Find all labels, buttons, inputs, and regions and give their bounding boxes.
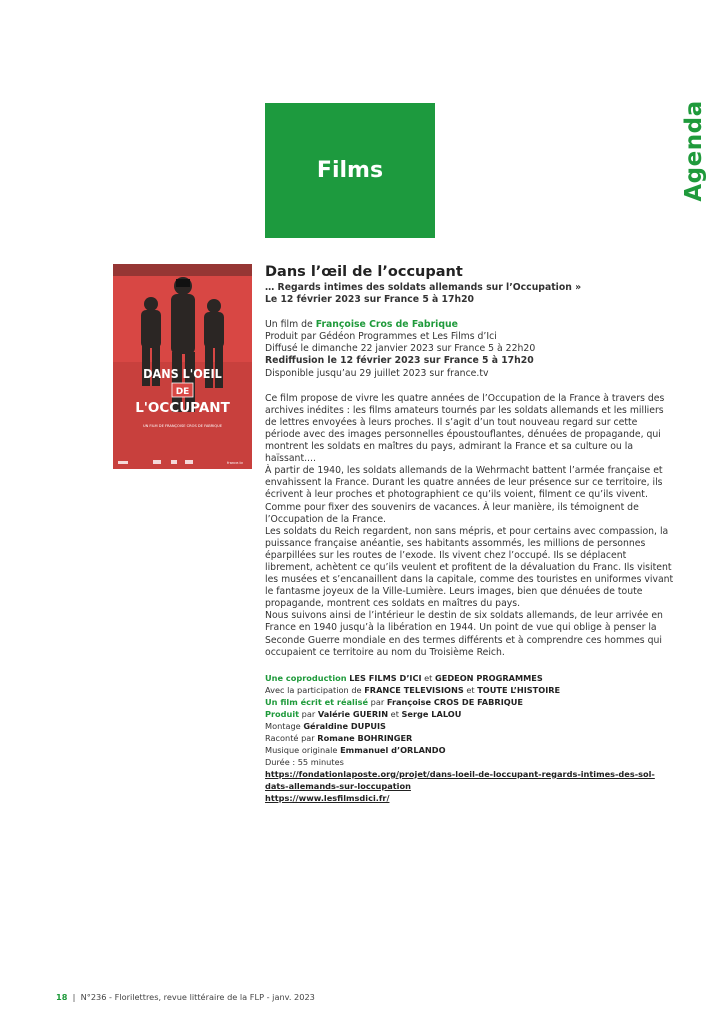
page-footer — [56, 992, 315, 1002]
article-title: Dans l’œil de l’occupant — [265, 264, 463, 280]
poster-title-line1: DANS L'OEIL — [143, 366, 222, 381]
info-director: Un film de Françoise Cros de Fabrique — [265, 319, 458, 331]
poster-shading — [113, 264, 252, 276]
credit-narration: Raconté par Romane BOHRINGER — [265, 732, 413, 743]
article-subtitle: … Regards intimes des soldats allemands sur l’Occupation » — [265, 282, 582, 293]
agenda-label-text: Agenda — [681, 100, 707, 202]
info-produced: Produit par Gédéon Programmes et Les Films d’Ici — [265, 331, 497, 343]
poster-logos: france.tv — [226, 461, 244, 465]
body-paragraph-1: Ce film propose de vivre les quatre années de l’Occupation de la France à travers des archives inédites : les films amateurs tournés par les soldats allemands et les milliers de lettres envoyées à leurs proches. Il s’agit d’un tout nouveau regard sur cette période avec des images personnelles époustouflantes, dénuées de propagande, qui montrent les soldats en maîtres du pays, admirant la France et sa culture ou la haïssant.... — [265, 392, 665, 465]
article — [265, 264, 675, 804]
credit-coproduction: Une coproduction LES FILMS D’ICI et GEDEON PROGRAMMES — [265, 672, 543, 683]
poster-byline: UN FILM DE FRANÇOISE CROS DE FABRIQUE — [142, 424, 223, 428]
footer-text: N°236 - Florilettres, revue littéraire de la FLP - janv. 2023 — [80, 992, 315, 1002]
credit-participation: Avec la participation de FRANCE TELEVISIONS et TOUTE L’HISTOIRE — [265, 684, 561, 695]
link-lesfilmsdici[interactable]: https://www.lesfilmsdici.fr/ — [265, 792, 390, 803]
credit-duration: Durée : 55 minutes — [265, 756, 344, 767]
page-number: 18 — [56, 992, 68, 1002]
info-aired: Diffusé le dimanche 22 janvier 2023 sur France 5 à 22h20 — [265, 343, 536, 355]
credit-produced: Produit par Valérie GUERIN et Serge LALOU — [265, 708, 462, 719]
film-poster — [113, 264, 252, 469]
body-paragraph-2: À partir de 1940, les soldats allemands de la Wehrmacht battent l’armée française et envahissent la France. Durant les quatre années de leur présence sur ce territoire, ils écrivent à leur proches et photographient ce qu’ils voient, filment ce qu’ils vivent. Comme pour fixer des souvenirs de vacances. À leur manière, ils témoignent de l’Occupation de la France. — [265, 465, 663, 525]
link-fondation[interactable] — [265, 768, 675, 780]
credit-editing: Montage Géraldine DUPUIS — [265, 720, 386, 731]
footer-separator: | — [72, 992, 76, 1002]
body-paragraph-4: Nous suivons ainsi de l’intérieur le destin de six soldats allemands, de leur arrivée en France en 1940 jusqu’à la libération en 1944. Un point de vue qui oblige à penser la Seconde Guerre mondiale en des termes différents et à comprendre ces hommes qui occupaient ce territoire au nom du Troisième Reich. — [265, 610, 663, 658]
poster-title-line2: DE — [175, 387, 190, 397]
credit-written: Un film écrit et réalisé par Françoise CROS DE FABRIQUE — [265, 696, 523, 707]
agenda-side-label — [668, 100, 720, 202]
info-available: Disponible jusqu’au 29 juillet 2023 sur france.tv — [265, 367, 489, 379]
link-fondation-line2[interactable]: dats-allemands-sur-loccupation — [265, 780, 411, 791]
info-rebroadcast: Rediffusion le 12 février 2023 sur France 5 à 17h20 — [265, 355, 534, 367]
director-name: Françoise Cros de Fabrique — [315, 319, 458, 331]
section-header-box — [265, 103, 435, 238]
body-paragraph-3: Les soldats du Reich regardent, non sans mépris, et pour certains avec compassion, la puissance française anéantie, ses habitants assommés, les millions de personnes éparpillées sur les routes de l’exode. Ils vivent chez l’occupé. Ils se déplacent librement, achètent ce qu’ils veulent et profitent de la dévaluation du Franc. Ils visitent les musées et s’encanaillent dans la capitale, comme des touristes en uniformes vivant le fantasme joyeux de la Ville-Lumière. Leurs images, bien que dénuées de toute propagande, montrent ces soldats en maîtres du pays. — [265, 525, 674, 610]
link-fondation-line1[interactable]: https://fondationlaposte.org/projet/dans-loeil-de-loccupant-regards-intimes-des-sol- — [265, 768, 655, 779]
section-title: Films — [316, 158, 384, 183]
poster-title-line3: L'OCCUPANT — [135, 400, 230, 416]
article-broadcast: Le 12 février 2023 sur France 5 à 17h20 — [265, 294, 475, 306]
credit-music: Musique originale Emmanuel d’ORLANDO — [265, 744, 446, 755]
credits — [265, 672, 675, 804]
